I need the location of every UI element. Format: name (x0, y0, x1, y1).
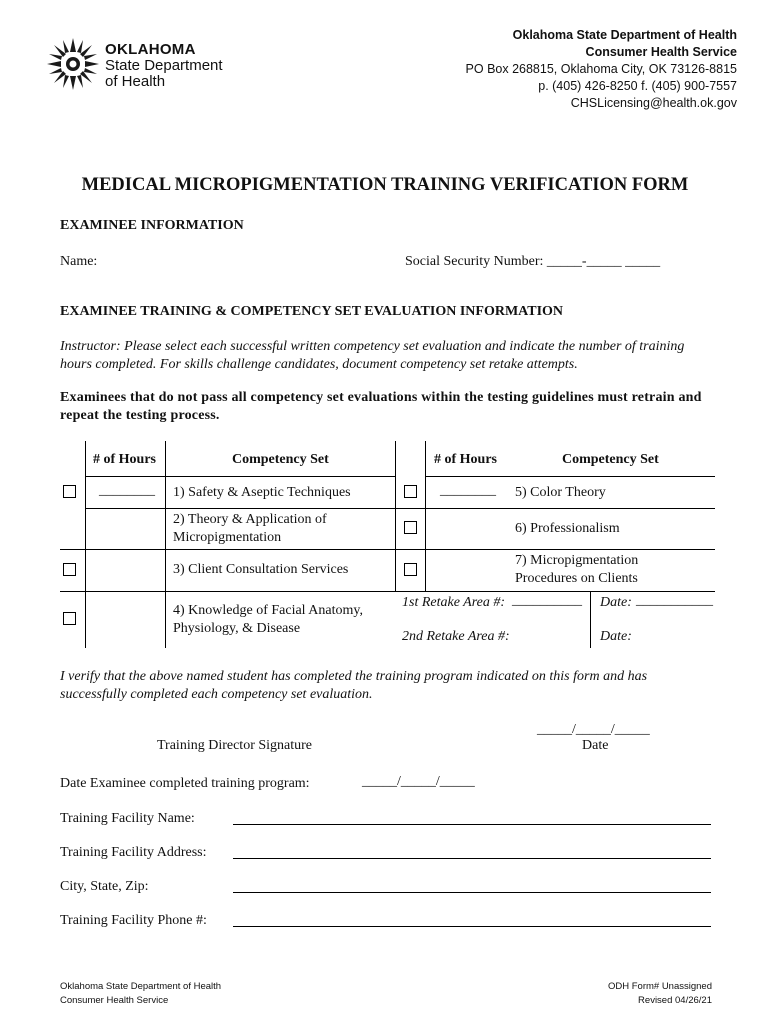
set5-checkbox[interactable] (404, 485, 417, 498)
contact-block (466, 27, 737, 112)
facility-address-label: Training Facility Address: (60, 845, 207, 860)
retake1-field[interactable]: __________ (512, 593, 582, 608)
verification-statement: I verify that the above named student has completed the training program indicated on this form and has successfully completed each competency set evaluation. (60, 669, 648, 702)
header-hours-left: # of Hours (93, 452, 156, 467)
retake1-date-field[interactable]: ___________ (636, 593, 713, 608)
ssn-field[interactable]: Social Security Number: _____-_____ _____ (405, 254, 661, 269)
footer-right (608, 980, 712, 1008)
service-name: Consumer Health Service (585, 45, 737, 59)
signature-date-label: Date (582, 738, 609, 753)
table-rule (85, 441, 86, 648)
facility-name-field[interactable] (233, 824, 711, 825)
table-rule (590, 591, 591, 648)
facility-address-field[interactable] (233, 858, 711, 859)
city-state-zip-label: City, State, Zip: (60, 879, 149, 894)
footer-left (60, 980, 221, 1008)
set4-label: 4) Knowledge of Facial Anatomy, Physiology, & Disease (173, 603, 363, 636)
table-rule (165, 508, 715, 509)
completion-date-label: Date Examinee completed training program: (60, 776, 310, 791)
warning-text: Examinees that do not pass all competency set evaluations within the testing guidelines must retrain and repeat the testing process. (60, 390, 702, 423)
footer-revised: Revised 04/26/21 (638, 995, 712, 1006)
set7-label: 7) Micropigmentation Procedures on Clients (515, 553, 639, 586)
set4-checkbox[interactable] (63, 612, 76, 625)
facility-phone-label: Training Facility Phone #: (60, 913, 207, 928)
facility-phone-field[interactable] (233, 926, 711, 927)
set2-label: 2) Theory & Application of Micropigmentation (173, 512, 327, 545)
name-field-label: Name: (60, 254, 98, 269)
form-title: MEDICAL MICROPIGMENTATION TRAINING VERIFICATION FORM (81, 175, 689, 195)
training-heading: EXAMINEE TRAINING & COMPETENCY SET EVALUATION INFORMATION (60, 304, 564, 319)
table-rule (85, 476, 165, 477)
footer-service: Consumer Health Service (60, 995, 169, 1006)
footer-org: Oklahoma State Department of Health (60, 981, 222, 992)
set3-label: 3) Client Consultation Services (173, 562, 349, 577)
table-rule (165, 441, 166, 648)
set5-hours-field[interactable]: ________ (440, 483, 496, 498)
completion-date-field[interactable]: _____/_____/_____ (362, 774, 475, 789)
phone-fax: p. (405) 426-8250 f. (405) 900-7557 (538, 79, 737, 93)
table-rule (60, 549, 715, 550)
logo-line-1: OKLAHOMA (105, 41, 196, 58)
table-rule (60, 591, 715, 592)
set7-checkbox[interactable] (404, 563, 417, 576)
table-rule (425, 441, 426, 591)
set1-hours-field[interactable]: ________ (99, 483, 155, 498)
retake1-label: 1st Retake Area #: (402, 595, 506, 610)
set6-checkbox[interactable] (404, 521, 417, 534)
retake1-date-label: Date: (600, 595, 632, 610)
table-rule (165, 476, 395, 477)
table-rule (425, 476, 715, 477)
set3-checkbox[interactable] (63, 563, 76, 576)
director-signature-label: Training Director Signature (157, 738, 313, 753)
footer-form-number: ODH Form# Unassigned (607, 981, 712, 992)
city-state-zip-field[interactable] (233, 892, 711, 893)
signature-date-field[interactable]: _____/_____/_____ (537, 722, 650, 737)
logo-line-3: of Health (105, 73, 166, 90)
logo-wordmark (105, 42, 223, 90)
org-name: Oklahoma State Department of Health (512, 28, 737, 42)
set6-label: 6) Professionalism (515, 521, 620, 536)
logo-line-2: State Department (105, 57, 223, 74)
examinee-heading: EXAMINEE INFORMATION (60, 218, 244, 233)
set1-label: 1) Safety & Aseptic Techniques (173, 485, 351, 500)
set1-checkbox[interactable] (63, 485, 76, 498)
facility-name-label: Training Facility Name: (60, 811, 195, 826)
address: PO Box 268815, Oklahoma City, OK 73126-8815 (465, 62, 737, 76)
table-rule (85, 508, 165, 509)
header-competency-left: Competency Set (232, 452, 329, 467)
email: CHSLicensing@health.ok.gov (570, 96, 737, 110)
retake2-label: 2nd Retake Area #: (402, 629, 510, 644)
set5-label: 5) Color Theory (515, 485, 606, 500)
retake2-date-label: Date: (600, 629, 632, 644)
state-seal-star-icon (45, 36, 101, 92)
header-competency-right: Competency Set (562, 452, 659, 467)
instructions: Instructor: Please select each successful written competency set evaluation and indicate the number of training hours completed. For skills challenge candidates, document competency set retake attempts. (60, 339, 685, 372)
header-hours-right: # of Hours (434, 452, 497, 467)
table-rule (395, 441, 396, 591)
